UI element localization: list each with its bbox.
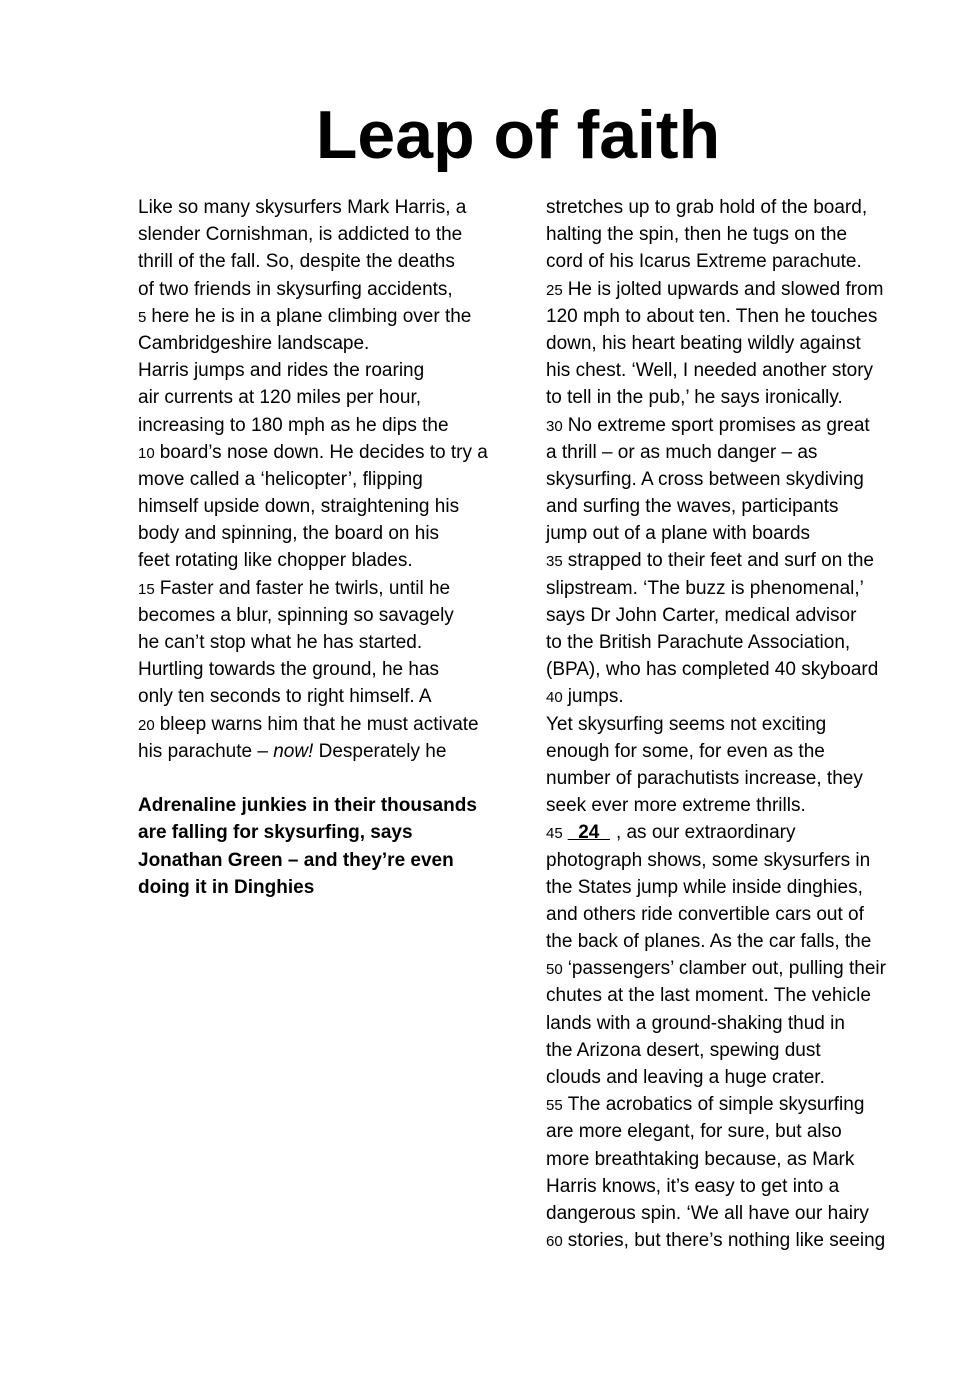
line-text: (BPA), who has completed 40 skyboard [546, 659, 879, 681]
line-number: 40 [546, 689, 563, 707]
line-number: 50 [546, 961, 563, 979]
text-line [138, 602, 518, 629]
text-line [546, 248, 966, 275]
text-line [546, 357, 966, 384]
line-text: skysurfing. A cross between skydiving [546, 468, 864, 490]
line-text: the Arizona desert, spewing dust [546, 1039, 821, 1061]
text-line [138, 357, 518, 384]
text-line [546, 1010, 966, 1037]
line-text: he can’t stop what he has started. [138, 632, 423, 653]
text-line [546, 982, 966, 1009]
line-text: says Dr John Carter, medical advisor [546, 604, 857, 626]
line-text: Harris knows, it’s easy to get into a [546, 1175, 840, 1197]
line-text: body and spinning, the board on his [138, 523, 440, 545]
line-text: to tell in the pub,’ he says ironically. [546, 387, 843, 409]
text-line [138, 412, 518, 439]
text-line [138, 493, 518, 520]
line-text: Cambridgeshire landscape. [138, 332, 370, 354]
line-text: the back of planes. As the car falls, the [546, 931, 872, 953]
line-text: strapped to their feet and surf on the [567, 550, 874, 572]
line-number: 25 [546, 281, 563, 299]
text-line [546, 1037, 966, 1064]
line-text: air currents at 120 miles per hour, [138, 387, 422, 409]
text-line [138, 221, 518, 248]
line-text: stretches up to grab hold of the board, [546, 197, 868, 218]
text-line [546, 901, 966, 928]
text-line [138, 520, 518, 547]
text-line [138, 466, 518, 493]
line-text: Like so many skysurfers Mark Harris, a [138, 197, 467, 218]
line-text: more breathtaking because, as Mark [546, 1148, 855, 1170]
text-line [138, 656, 518, 683]
text-line [546, 1173, 966, 1200]
spacer [138, 765, 518, 792]
text-line [546, 1200, 966, 1227]
text-line [546, 711, 966, 738]
article-left-column [138, 194, 518, 901]
line-text: stories, but there’s nothing like seeing [567, 1230, 886, 1252]
line-text: jumps. [567, 686, 624, 708]
text-line [546, 276, 966, 303]
line-text: ‘passengers’ clamber out, pulling their [567, 958, 886, 980]
text-line [138, 248, 518, 275]
text-line [546, 547, 966, 574]
line-text: and others ride convertible cars out of [546, 903, 864, 925]
line-text: increasing to 180 mph as he dips the [138, 414, 449, 436]
line-text: No extreme sport promises as great [567, 414, 870, 436]
text-line [138, 276, 518, 303]
text-line [546, 738, 966, 765]
line-text: his parachute – [138, 740, 268, 762]
line-number: 15 [138, 580, 155, 598]
line-text: feet rotating like chopper blades. [138, 550, 413, 572]
text-line [138, 194, 518, 221]
line-number: 10 [138, 444, 155, 462]
text-line [546, 819, 966, 846]
line-number: 60 [546, 1233, 563, 1251]
text-line [546, 221, 966, 248]
line-text: , as our extraordinary [615, 822, 796, 844]
text-line [138, 303, 518, 330]
line-number: 45 [546, 825, 563, 843]
gap-number: 24 [567, 822, 610, 844]
line-text: becomes a blur, spinning so savagely [138, 604, 454, 626]
line-text: move called a ‘helicopter’, flipping [138, 468, 423, 490]
emphasis-text: now! [273, 740, 314, 762]
text-line [138, 738, 518, 765]
subheading-line: doing it in Dinghies [138, 876, 315, 898]
text-line [546, 847, 966, 874]
text-line [546, 602, 966, 629]
text-line [546, 466, 966, 493]
text-line [546, 874, 966, 901]
text-line [546, 194, 966, 221]
text-line [546, 1146, 966, 1173]
line-text: are more elegant, for sure, but also [546, 1121, 842, 1143]
line-text: down, his heart beating wildly against [546, 332, 861, 354]
line-text: jump out of a plane with boards [546, 523, 811, 545]
line-text: only ten seconds to right himself. A [138, 686, 432, 708]
text-line [546, 303, 966, 330]
line-text: He is jolted upwards and slowed from [567, 278, 884, 300]
text-line [546, 792, 966, 819]
text-line [546, 1064, 966, 1091]
line-text: seek ever more extreme thrills. [546, 795, 806, 817]
text-line [138, 384, 518, 411]
line-text: slender Cornishman, is addicted to the [138, 224, 463, 246]
line-text: halting the spin, then he tugs on the [546, 224, 848, 246]
line-text: lands with a ground-shaking thud in [546, 1012, 845, 1034]
line-text: Faster and faster he twirls, until he [159, 577, 451, 599]
text-line [546, 330, 966, 357]
text-line [546, 765, 966, 792]
text-line [546, 629, 966, 656]
text-line [546, 928, 966, 955]
line-text: slipstream. ‘The buzz is phenomenal,’ [546, 577, 864, 599]
line-number: 55 [546, 1097, 563, 1115]
line-text: dangerous spin. ‘We all have our hairy [546, 1202, 869, 1224]
text-line [138, 575, 518, 602]
subheading-line: are falling for skysurfing, says [138, 822, 413, 844]
text-line [138, 330, 518, 357]
text-line [546, 384, 966, 411]
line-number: 5 [138, 308, 147, 326]
text-line [138, 629, 518, 656]
text-line [138, 439, 518, 466]
line-text: here he is in a plane climbing over the [151, 305, 472, 327]
line-text: photograph shows, some skysurfers in [546, 849, 871, 871]
line-text: his chest. ‘Well, I needed another story [546, 360, 874, 382]
page-title: Leap of faith [315, 97, 721, 173]
text-line [138, 547, 518, 574]
text-line [546, 493, 966, 520]
line-text: Desperately he [313, 740, 447, 762]
line-number: 30 [546, 417, 563, 435]
line-text: himself upside down, straightening his [138, 496, 460, 518]
text-line [546, 439, 966, 466]
text-line [546, 1118, 966, 1145]
line-text: cord of his Icarus Extreme parachute. [546, 251, 862, 273]
text-line [546, 1091, 966, 1118]
line-text: of two friends in skysurfing accidents, [138, 278, 453, 300]
subheading-line: Jonathan Green – and they’re even [138, 849, 454, 871]
line-text: the States jump while inside dinghies, [546, 876, 863, 898]
line-text: thrill of the fall. So, despite the deaths [138, 251, 455, 273]
text-line [546, 575, 966, 602]
line-text: a thrill – or as much danger – as [546, 441, 818, 463]
line-text: bleep warns him that he must activate [159, 713, 479, 735]
line-text: clouds and leaving a huge crater. [546, 1067, 825, 1088]
line-text: 120 mph to about ten. Then he touches [546, 305, 878, 327]
line-text: Yet skysurfing seems not exciting [546, 713, 827, 735]
text-line [546, 656, 966, 683]
subheading-line: Adrenaline junkies in their thousands [138, 795, 477, 817]
text-line [546, 683, 966, 710]
line-text: to the British Parachute Association, [546, 632, 851, 653]
line-text: enough for some, for even as the [546, 740, 825, 762]
text-line [546, 1227, 966, 1254]
line-text: The acrobatics of simple skysurfing [567, 1094, 865, 1116]
line-text: board’s nose down. He decides to try a [159, 441, 488, 463]
text-line [138, 711, 518, 738]
text-line [546, 955, 966, 982]
article-right-column [546, 194, 966, 1254]
text-line [546, 520, 966, 547]
text-line [546, 412, 966, 439]
line-number: 35 [546, 553, 563, 571]
line-text: chutes at the last moment. The vehicle [546, 985, 871, 1007]
line-text: Harris jumps and rides the roaring [138, 360, 425, 382]
line-number: 20 [138, 716, 155, 734]
line-text: number of parachutists increase, they [546, 767, 863, 789]
line-text: Hurtling towards the ground, he has [138, 659, 440, 681]
line-text: and surfing the waves, participants [546, 496, 839, 518]
text-line [138, 683, 518, 710]
